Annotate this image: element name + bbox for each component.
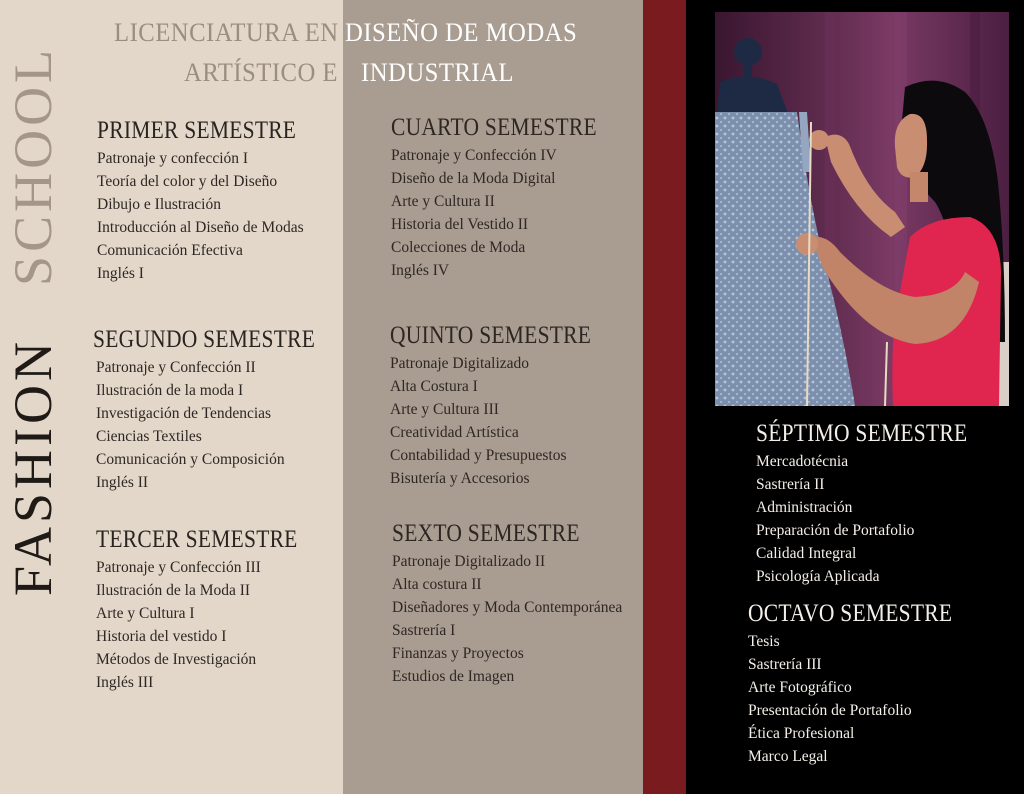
semester-8-course: Ética Profesional: [748, 725, 855, 742]
semester-3-course: Ilustración de la Moda II: [96, 582, 251, 599]
semester-5-title: QUINTO SEMESTRE: [390, 322, 592, 349]
semester-4-course: Inglés IV: [391, 262, 450, 279]
semester-3-title: TERCER SEMESTRE: [96, 526, 298, 553]
semester-5-course: Arte y Cultura III: [390, 401, 499, 418]
semester-4: [391, 114, 630, 282]
semester-1: [97, 117, 329, 285]
semester-1-course: Teoría del color y del Diseño: [97, 173, 278, 190]
semester-1-course: Patronaje y confección I: [97, 150, 249, 167]
semester-8-course: Presentación de Portafolio: [748, 702, 912, 719]
semester-8-title: OCTAVO SEMESTRE: [748, 600, 953, 627]
semester-4-course: Arte y Cultura II: [391, 193, 495, 210]
semester-8: [748, 600, 985, 768]
semester-4-title: CUARTO SEMESTRE: [391, 114, 597, 141]
semester-6-course: Diseñadores y Moda Contemporánea: [392, 599, 623, 616]
semester-7-course: Preparación de Portafolio: [756, 522, 915, 539]
semester-6-course: Sastrería I: [392, 622, 456, 639]
semester-2-title: SEGUNDO SEMESTRE: [93, 326, 316, 353]
semester-6: [392, 520, 622, 688]
semester-2-course: Investigación de Tendencias: [96, 405, 272, 422]
semester-5-course: Alta Costura I: [390, 378, 478, 395]
semester-6-course: Finanzas y Proyectos: [392, 645, 524, 662]
semester-2: [93, 326, 351, 494]
semester-6-title: SEXTO SEMESTRE: [392, 520, 580, 547]
header-line2-part1: ARTÍSTICO E: [184, 58, 339, 87]
panel-maroon: [643, 0, 686, 794]
semester-1-course: Inglés I: [97, 265, 144, 282]
vertical-title-fashion: FASHION: [3, 337, 63, 596]
semester-6-course: Patronaje Digitalizado II: [392, 553, 546, 570]
semester-4-course: Patronaje y Confección IV: [391, 147, 557, 164]
semester-2-course: Patronaje y Confección II: [96, 359, 256, 376]
semester-7-course: Sastrería II: [756, 476, 825, 493]
semester-7: [756, 420, 1002, 588]
seamstress-photo-illustration: [715, 12, 1009, 406]
semester-3-course: Inglés III: [96, 674, 154, 691]
semester-5: [390, 322, 624, 490]
semester-6-course: Alta costura II: [392, 576, 482, 593]
semester-4-course: Diseño de la Moda Digital: [391, 170, 556, 187]
seamstress-photo: [715, 12, 1009, 406]
semester-5-course: Patronaje Digitalizado: [390, 355, 530, 372]
header-line2-part2: INDUSTRIAL: [361, 58, 514, 87]
semester-2-course: Ilustración de la moda I: [96, 382, 244, 399]
semester-6-course: Estudios de Imagen: [392, 668, 515, 685]
header-line1-part1: LICENCIATURA EN: [114, 18, 339, 47]
semester-1-course: Comunicación Efectiva: [97, 242, 243, 259]
semester-5-course: Creatividad Artística: [390, 424, 519, 441]
semester-8-course: Marco Legal: [748, 748, 828, 765]
semester-8-course: Sastrería III: [748, 656, 822, 673]
semester-2-course: Comunicación y Composición: [96, 451, 285, 468]
semester-1-title: PRIMER SEMESTRE: [97, 117, 297, 144]
semester-7-course: Administración: [756, 499, 853, 516]
semester-3-course: Métodos de Investigación: [96, 651, 257, 668]
semester-8-course: Arte Fotográfico: [748, 679, 852, 696]
semester-2-course: Inglés II: [96, 474, 149, 491]
semester-7-course: Calidad Integral: [756, 545, 857, 562]
semester-3-course: Historia del vestido I: [96, 628, 227, 645]
semester-8-course: Tesis: [748, 633, 780, 650]
semester-4-course: Historia del Vestido II: [391, 216, 529, 233]
vertical-title-school: SCHOOL: [3, 45, 63, 286]
semester-1-course: Dibujo e Ilustración: [97, 196, 221, 213]
semester-4-course: Colecciones de Moda: [391, 239, 526, 256]
semester-3-course: Patronaje y Confección III: [96, 559, 261, 576]
semester-7-course: Mercadotécnia: [756, 453, 849, 470]
semester-5-course: Contabilidad y Presupuestos: [390, 447, 567, 464]
header-line1-part2: DISEÑO DE MODAS: [345, 18, 578, 47]
semester-5-course: Bisutería y Accesorios: [390, 470, 530, 487]
semester-3: [96, 526, 330, 694]
semester-3-course: Arte y Cultura I: [96, 605, 195, 622]
semester-7-title: SÉPTIMO SEMESTRE: [756, 420, 968, 447]
semester-2-course: Ciencias Textiles: [96, 428, 202, 445]
semester-1-course: Introducción al Diseño de Modas: [97, 219, 304, 236]
semester-7-course: Psicología Aplicada: [756, 568, 880, 585]
